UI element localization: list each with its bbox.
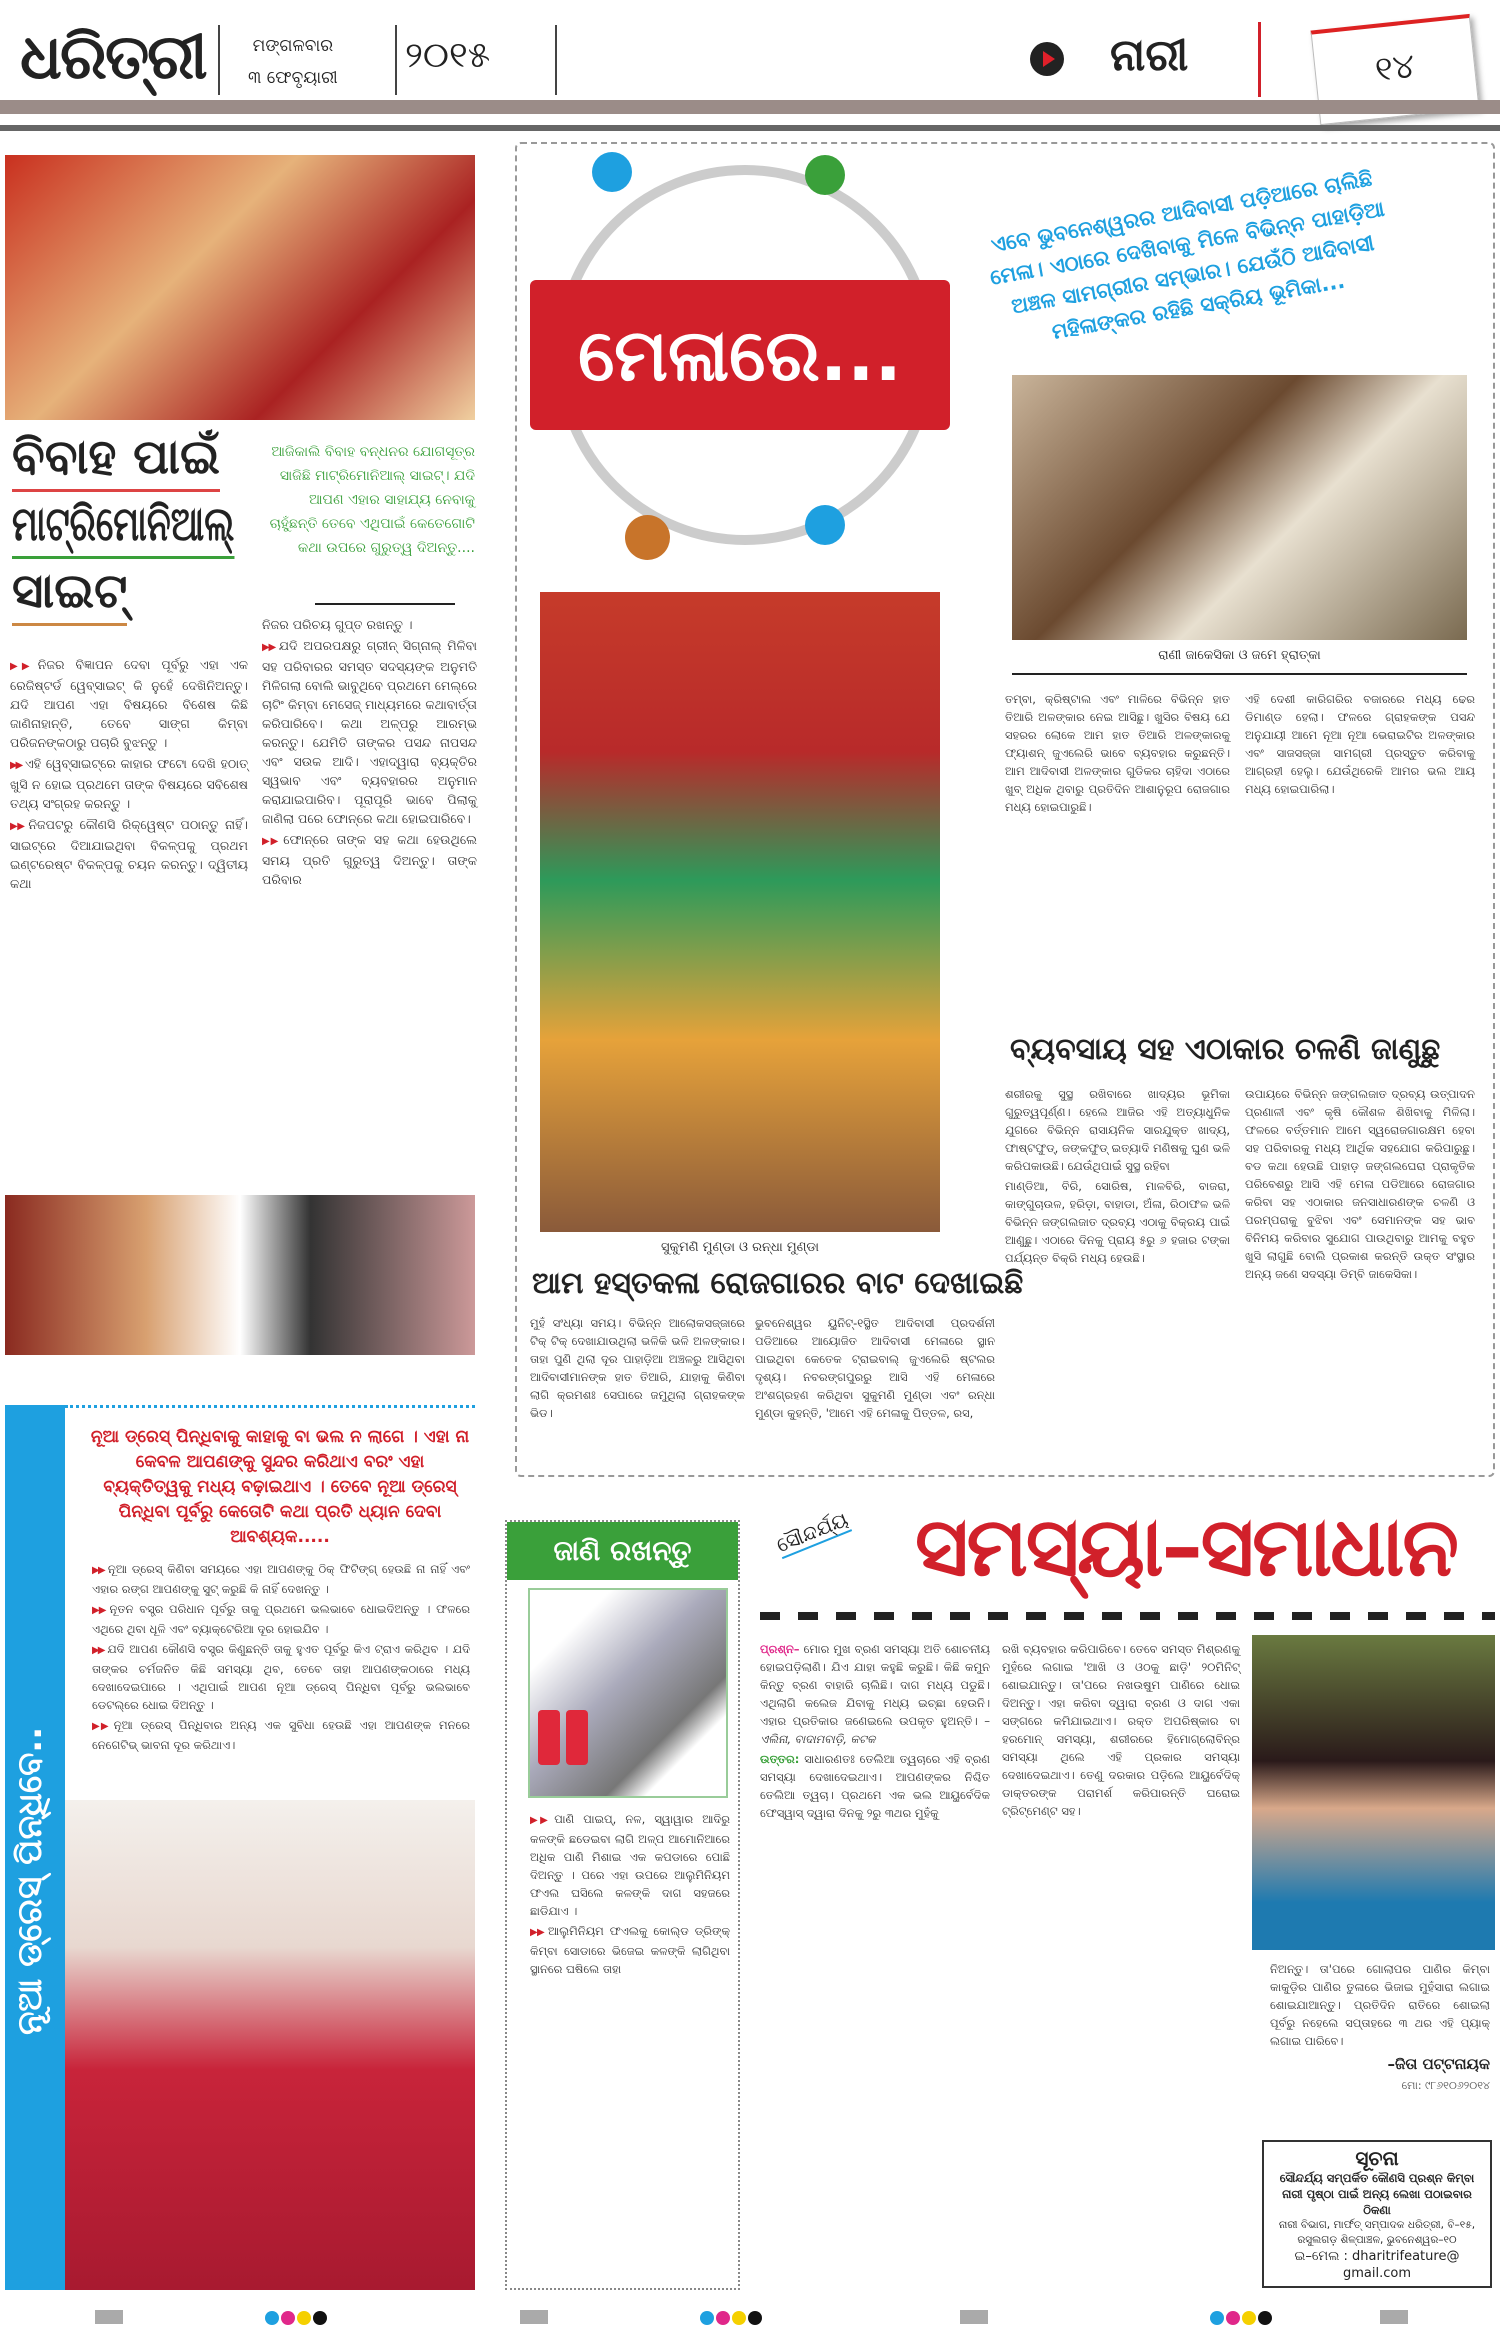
tips-list [530,1810,730,1980]
tip: ▶▶ ନୂଆ ଡ୍ରେସ୍ କିଣିବା ସମୟରେ ଏହା ଆପଣଙ୍କୁ ଠିକ୍ ଫିଟିଙ୍ଗ୍ ହେଉଛି ନା ନାହିଁ ଏବଂ ଏହାର ରଙ୍ଗ ଆପଣଙ୍କୁ ସୁଟ୍ କରୁଛି କି ନାହିଁ ଦେଖନ୍ତୁ । [92,1560,470,1598]
answer: ରଖି ବ୍ୟବହାର କରିପାରିବେ। ତେବେ ସମସ୍ତ ମିଶ୍ରଣକୁ ମୁହଁରେ ଲଗାଇ 'ଆଖି ଓ ଓଠକୁ ଛାଡ଼ି' ୨୦ମିନିଟ୍ ଶୋଇଯାନ୍ତୁ। ତା'ପରେ ନଖଉଷୁମ ପାଣିରେ ଧୋଇ ଦିଅନ୍ତୁ। ଏହା କରିବା ଦ୍ୱାରା ବ୍ରଣ ଓ ଦାଗ ଏକା ସଙ୍ଗରେ କମିଯାଇଥାଏ। ରକ୍ତ ଅପରିଷ୍କାର ବା ହରମୋନ୍ ସମସ୍ୟା, ଶରୀରରେ ହିମୋଗ୍ଲୋବିନ୍‌ର ସମସ୍ୟା ଥିଲେ ଏହି ପ୍ରକାର ସମସ୍ୟା ଦେଖାଦେଇଥାଏ। ତେଣୁ ଦରକାର ପଡ଼ିଲେ ଆୟୁର୍ବେଦିକ୍ ଡାକ୍ତରଙ୍କ ପରାମର୍ଶ କରିପାରନ୍ତି ଘରୋଇ ଟ୍ରିଟ୍‌ମେଣ୍ଟ ସହ। [1002,1642,1240,1818]
mela-body-col [1245,690,1475,800]
mela-body-col [530,1314,745,1424]
headline-line: ବିବାହ ପାଇଁ [12,425,220,492]
foil-photo [528,1588,728,1798]
print-mark [95,2310,123,2324]
wavy-rule [65,1405,475,1408]
paragraph: ତମ୍ବା, କ୍ରିଷ୍ଟାଲ ଏବଂ ମାଳିରେ ବିଭିନ୍ନ ହାତ ତିଆରି ଅଳଙ୍କାର ନେଇ ଆସିଛୁ। ଖୁସିର ବିଷୟ ଯେ ସହରର ଲୋକେ ଆମ ହାତ ତିଆରି ଅଳଙ୍କାରକୁ ଫ୍ୟାଶନ୍ ଜୁଏଲେରି ଭାବେ ବ୍ୟବହାର କରୁଛନ୍ତି। ଆମ ଆଦିବାସୀ ଅଳଙ୍କାର ଗୁଡିକର ଚାହିଦା ଏଠାରେ ଖୁବ୍ ଅଧିକ ଥିବାରୁ ପ୍ରତିଦିନ ଆଶାନୁରୂପ ରୋଜଗାର ମଧ୍ୟ ହୋଇପାରୁଛି। [1005,692,1230,814]
print-mark [1380,2310,1408,2324]
masthead-logo: ଧରିତ୍ରୀ [20,20,206,93]
page-number: ୧୪ [1310,14,1479,125]
tip: ▶▶ ଯଦି ଆପଣ କୌଣସି ବସ୍ତ୍ର କିଣୁଛନ୍ତି ତାକୁ ହୁଏତ ପୂର୍ବରୁ କିଏ ଟ୍ରାଏ କରିଥିବ । ଯଦି ତାଙ୍କର ଚର୍ମଜନିତ କିଛି ସମସ୍ୟା ଥିବ, ତେବେ ତାହା ଆପଣଙ୍କଠାରେ ମଧ୍ୟ ଦେଖାଦେଇପାରେ । ଏଥିପାଇଁ ଆପଣ ନୂଆ ଡ୍ରେସ୍ ପିନ୍ଧିବା ପୂର୍ବରୁ ଭଲଭାବେ ଡେଟଲ୍‌ରେ ଧୋଇ ଦିଅନ୍ତୁ । [92,1640,470,1714]
mela-body-col [1245,1085,1475,1285]
tip: ▶▶ ଫୋନ୍‌ରେ ତାଙ୍କ ସହ କଥା ହେଉଥିଲେ ସମୟ ପ୍ରତି ଗୁରୁତ୍ୱ ଦିଅନ୍ତୁ। ତାଙ୍କ ପରିବାର [262,830,477,889]
divider [555,25,557,95]
mela-body-col [1005,1085,1230,1269]
decor-dot [805,505,845,545]
divider [218,25,220,95]
qa-title: ସମସ୍ୟା–ସମାଧାନ [915,1500,1457,1595]
mela-headline: ଆମ ହସ୍ତକଳା ରୋଜଗାରର ବାଟ ଦେଖାଇଛି [532,1266,1024,1301]
cylinder [538,1710,560,1765]
dress-intro: ନୂଆ ଡ୍ରେସ୍ ପିନ୍ଧିବାକୁ କାହାକୁ ବା ଭଲ ନ ଲାଗେ । ଏହା ନା କେବଳ ଆପଣଙ୍କୁ ସୁନ୍ଦର କରିଥାଏ ବରଂ ଏହା ବ୍ୟକ୍ତିତ୍ୱକୁ ମଧ୍ୟ ବଢ଼ାଇଥାଏ । ତେବେ ନୂଆ ଡ୍ରେସ୍ ପିନ୍ଧିବା ପୂର୍ବରୁ କେତୋଟି କଥା ପ୍ରତି ଧ୍ୟାନ ଦେବା ଆବଶ୍ୟକ..... [90,1427,470,1547]
vendors-photo [1012,375,1467,640]
headline-line: ସାଇଟ୍ [12,559,127,626]
tip: ▶▶ ଏହି ୱେବ୍‌ସାଇଟ୍‌ରେ କାହାର ଫଟୋ ଦେଖି ହଠାତ୍ ଖୁସି ନ ହୋଇ ପ୍ରଥମେ ତାଙ୍କ ବିଷୟରେ ସବିଶେଷ ତଥ୍ୟ ସଂଗ୍ରହ କରନ୍ତୁ । [10,754,248,813]
tip: ▶▶ ନିଜପଟରୁ କୌଣସି ରିକ୍ୱେଷ୍ଟ ପଠାନ୍ତୁ ନାହିଁ। ସାଇଟ୍‌ରେ ଦିଆଯାଇଥିବା ବିକଳ୍ପକୁ ପ୍ରଥମ ଇଣ୍ଟରେଷ୍ଟ ବିକଳ୍ପକୁ ଚୟନ କରନ୍ତୁ। ଦ୍ୱିତୀୟ କଥା [10,815,248,893]
qa-col1 [760,1640,990,1824]
tip: ନିଜର ପରିଚୟ ଗୁପ୍ତ ରଖନ୍ତୁ । [262,617,413,632]
divider [1012,673,1467,675]
tip: ▶▶ ନୂଆ ଡ୍ରେସ୍ ପିନ୍ଧିବାର ଅନ୍ୟ ଏକ ସୁବିଧା ହେଉଛି ଏହା ଆପଣଙ୍କ ମନରେ ନେଗେଟିଭ୍ ଭାବନା ଦୂର କରିଥାଏ। [92,1716,470,1754]
date: ୩ ଫେବୃୟାରୀ [248,68,338,88]
mela-body-col [755,1314,995,1424]
decor-dot [805,155,845,195]
author-name: –ଜିତା ପଟ୍ଟନାୟକ [1387,2055,1490,2073]
paragraph: ମୁହଁ ସଂଧ୍ୟା ସମୟ। ବିଭିନ୍ନ ଆଲୋକସଜ୍ଜାରେ ଟିକ୍ ଟିକ୍ ଦେଖାଯାଉଥିଲା ଭଳିକି ଭଳି ଅଳଙ୍କାର। ତାହା ପୁଣି ଥିଲା ଦୂର ପାହାଡ଼ିଆ ଅଞ୍ଚଳରୁ ଆସିଥିବା ଆଦିବାସୀମାନଙ୍କ ହାତ ତିଆରି, ଯାହାକୁ କିଣିବା ଲାଗି କ୍ରମଶଃ ସେପାରେ ଜମୁଥିଲା ଗ୍ରାହକଙ୍କ ଭିଡ। [530,1316,745,1420]
color-registration-dots [265,2310,329,2329]
divider [1258,22,1261,97]
day: ମଙ୍ଗଳବାର [252,36,334,56]
answer: ସାଧାରଣତଃ ତେଲିଆ ତ୍ୱଚାରେ ଏହି ବ୍ରଣ ସମସ୍ୟା ଦେଖାଦେଇଥାଏ। ଆପଣଙ୍କର ନିଶ୍ଚିତ ତେଲିଆ ତ୍ୱଚା। ପ୍ରଥମେ ଏକ ଭଲ ଆୟୁର୍ବେଦିକ ଫେସ୍‌ୱାସ୍ ଦ୍ୱାରା ଦିନକୁ ୨ରୁ ୩ଥର ମୁହଁକୁ [760,1752,990,1820]
print-mark [520,2310,548,2324]
tip: ▶▶ ନୂତନ ବସ୍ତ୍ର ପରିଧାନ ପୂର୍ବରୁ ତାକୁ ପ୍ରଥମେ ଭଲଭାବେ ଧୋଇଦିଅନ୍ତୁ । ଫଳରେ ଏଥିରେ ଥିବା ଧୂଳି ଏବଂ ବ୍ୟାକ୍ଟେରିଆ ଦୂର ହୋଇଯିବ । [92,1600,470,1638]
tips-title: ଜାଣି ରଖନ୍ତୁ [507,1522,738,1580]
tip: ▶▶ ଯଦି ଅପରପକ୍ଷରୁ ଗ୍ରୀନ୍ ସିଗ୍ନାଲ୍ ମିଳିବା ସହ ପରିବାରର ସମସ୍ତ ସଦସ୍ୟଙ୍କ ଅନୁମତି ମିଳିଗଲା ବୋଲି ଭାବୁଥିବେ ପ୍ରଥମେ ମେଲ୍‌ରେ ଚାଟିଂ କିମ୍ବା ମେସେଜ୍ ମାଧ୍ୟମରେ କଥାବାର୍ତ୍ତା କରିପାରିବେ। କଥା ଅଳ୍ପରୁ ଆରମ୍ଭ କରନ୍ତୁ। ଯେମିତି ତାଙ୍କର ପସନ୍ଦ ନାପସନ୍ଦ ଏବଂ ସଉକ ଆଦି। ଏହାଦ୍ୱାରା ବ୍ୟକ୍ତିର ସ୍ୱଭାବ ଏବଂ ବ୍ୟବହାରର ଅନୁମାନ କରାଯାଇପାରିବ। ପୂରାପୂରି ଭାବେ ପିଲାକୁ ଜାଣିଲା ପରେ ଫୋନ୍‌ରେ କଥା ହୋଇପାରିବେ। [262,636,477,828]
divider [315,603,455,605]
mela-title: ମେଳାରେ... [530,280,950,430]
issue-year: ୨୦୧୫ [405,35,491,76]
mela-body-col [1005,690,1230,818]
paragraph: ଏହି ଦେଶୀ କାରିଗରିର ବଜାରରେ ମଧ୍ୟ ଢେର ଡିମାଣ୍ଡ ହେଲା। ଫଳରେ ଗ୍ରାହକଙ୍କ ପସନ୍ଦ ଅନୁଯାୟୀ ଆମେ ନୂଆ ନୂଆ ଭେରାଇଟିର ଅଳଙ୍କାର ଏବଂ ସାଜସଜ୍ଜା ସାମଗ୍ରୀ ପ୍ରସ୍ତୁତ କରିବାକୁ ଆଗ୍ରହୀ ହେଲୁ। ଯେଉଁଥିରେକି ଆମର ଭଲ ଆୟ ମଧ୍ୟ ହୋଇପାରିଲା। [1245,692,1475,796]
author-photo [1252,1635,1495,1950]
author-phone: ମୋ: ୯୮୬୧୦୬୨୦୧୪ [1401,2079,1490,2092]
notice-address: ନାରୀ ବିଭାଗ, ମାର୍ଫତ୍ ସମ୍ପାଦକ ଧରିତ୍ରୀ, ବି–୧୫, ରସୁଲଗଡ଼ ଶିଳ୍ପାଞ୍ଚଳ, ଭୁବନେଶ୍ୱର–୧୦ [1278,2219,1476,2246]
qa-closing: ନିଅନ୍ତୁ। ତା'ପରେ ଗୋଲାପର ପାଣିର କିମ୍ବା କାକୁଡ଼ିର ପାଣିର ତୁଳାରେ ଭିଜାଇ ମୁହଁସାରା ଲଗାଇ ଶୋଇଯାଆନ୍ତୁ। ପ୍ରତିଦିନ ରାତିରେ ଶୋଇଲା ପୂର୍ବରୁ ନହେଲେ ସପ୍ତାହରେ ୩ ଥର ଏହି ପ୍ୟାକ୍ ଲଗାଇ ପାରିବେ। [1270,1962,1490,2048]
dashed-rule [760,1612,1495,1620]
matrimonial-intro: ଆଜିକାଲି ବିବାହ ବନ୍ଧନର ଯୋଗସୂତ୍ର ସାଜିଛି ମାଟ୍ରିମୋନିଆଲ୍ ସାଇଟ୍। ଯଦି ଆପଣ ଏହାର ସାହାଯ୍ୟ ନେବାକୁ ଚାହୁଁଛନ୍ତି ତେବେ ଏଥିପାଇଁ କେତେଗୋଟି କଥା ଉପରେ ଗୁରୁତ୍ୱ ଦିଅନ୍ତୁ.... [269,444,475,556]
section-title: ନାରୀ [1110,30,1189,81]
matrimonial-col2 [262,615,477,891]
photo-caption: ସୁକୁମଣି ମୁଣ୍ଡା ଓ ରନ୍ଧା ମୁଣ୍ଡା [661,1240,819,1255]
issue-date [248,30,338,94]
qa-col2 [1002,1640,1240,1822]
paragraph: ଭୁବନେଶ୍ୱର ୟୁନିଟ୍-୧ସ୍ଥିତ ଆଦିବାସୀ ପ୍ରଦର୍ଶନୀ ପଡିଆରେ ଆୟୋଜିତ ଆଦିବାସୀ ମେଳାରେ ସ୍ଥାନ ପାଇଥିବା କେତେକ ଟ୍ରାଇବାଲ୍ ଜୁଏଲେରି ଷ୍ଟଲର ଦୃଶ୍ୟ। ନବରଙ୍ଗପୁରରୁ ଆସି ଏହି ମେଳାରେ ଅଂଶଗ୍ରହଣ କରିଥିବା ସୁକୁମଣି ମୁଣ୍ଡା ଏବଂ ରନ୍ଧା ମୁଣ୍ଡା କୁହନ୍ତି, 'ଆମେ ଏହି ମେଳାକୁ ପିତ୍ତଳ, ରସ, [755,1316,995,1420]
decor-dot [625,515,670,560]
question: ମୋର ମୁଖ ବ୍ରଣ ସମସ୍ୟା ଅତି ଶୋଚନୀୟ ହୋଇପଡ଼ିଲାଣି। ଯିଏ ଯାହା କହୁଛି କରୁଛି। କିଛି କମୁନ କିନ୍ତୁ ବ୍ରଣ ବାହାରି ଚାଲିଛି। ଦାଗ ମଧ୍ୟ ପଡୁଛି। ଏଥିଲାଗି କଲେଜ ଯିବାକୁ ମଧ୍ୟ ଇଚ୍ଛା ହେଉନି। ଏହାର ପ୍ରତିକାର ଜଣେଇଲେ ଉପକୃତ ହୁଅନ୍ତି। [760,1642,991,1728]
matrimonial-headline [12,425,257,626]
mela-intro: ଏବେ ଭୁବନେଶ୍ୱରର ଆଦିବାସୀ ପଡ଼ିଆରେ ଚାଲିଛି ମେଳା। ଏଠାରେ ଦେଖିବାକୁ ମିଳେ ବିଭିନ୍ନ ପାହାଡ଼ିଆ ଅଞ୍ଚଳ ସାମଗ୍ରୀର ସମ୍ଭାର। ଯେଉଁଠି ଆଦିବାସୀ ମହିଳାଙ୍କର ରହିଛି ସକ୍ରିୟ ଭୂମିକା... [988,166,1387,344]
headline-line: ମାଟ୍ରିମୋନିଆଲ୍ [12,492,234,559]
notice-lead: ସୌନ୍ଦର୍ଯ୍ୟ ସମ୍ପର୍କିତ କୌଣସି ପ୍ରଶ୍ନ କିମ୍ବା ନାରୀ ପୃଷ୍ଠା ପାଇଁ ଅନ୍ୟ ଲେଖା ପଠାଇବାର ଠିକଣା [1279,2171,1475,2217]
paragraph: ଶରୀରକୁ ସୁସ୍ଥ ରଖିବାରେ ଖାଦ୍ୟର ଭୂମିକା ଗୁରୁତ୍ୱପୂର୍ଣ୍ଣ। ହେଲେ ଆଜିର ଏହି ଅତ୍ୟାଧୁନିକ ଯୁଗରେ ବିଭିନ୍ନ ରାସାୟନିକ ସାରଯୁକ୍ତ ଖାଦ୍ୟ, ଫାଷ୍ଟଫୁଡ୍, ଜଙ୍କଫୁଡ୍ ଇତ୍ୟାଦି ମଣିଷକୁ ଘୁଣ ଭଳି କରିପକାଉଛି। ଯେଉଁଥିପାଇଁ ସୁସ୍ଥ ରହିବା [1005,1087,1230,1173]
header-bar [0,100,1500,114]
divider [395,25,397,95]
notice-title: ସୂଚନା [1355,2146,1399,2170]
print-mark [960,2310,988,2324]
color-registration-dots [700,2310,764,2329]
question-author: –ଏଲିନା, ବାଦାମବାଡ଼ି, କଟକ [760,1714,991,1746]
header-rule [0,125,1500,131]
decor-dot [592,152,632,192]
tip: ▶▶ ନିଜର ବିଜ୍ଞାପନ ଦେବା ପୂର୍ବରୁ ଏହା ଏକ ରେଜିଷ୍ଟର୍ଡ ୱେବ୍‌ସାଇଟ୍ କି ନୁହେଁ ଦେଖିନିଅନ୍ତୁ। ଯଦି ଆପଣ ଏହା ବିଷୟରେ ବିଶେଷ କିଛି ଜାଣିନାହାନ୍ତି, ତେବେ ସାଙ୍ଗ କିମ୍ବା ପରିଜନଙ୍କଠାରୁ ପଚାରି ବୁଝନ୍ତୁ । [10,655,248,752]
tip: ▶▶ ପାଣି ପାଇପ୍, ନଳ, ସ୍ୱାୱାର ଆଦିରୁ କଳଙ୍କି ଛଡେଇବା ଲାଗି ଅଳ୍ପ ଆମୋନିଆରେ ଅଧିକ ପାଣି ମିଶାଇ ଏକ କପଡାରେ ପୋଛି ଦିଅନ୍ତୁ । ପରେ ଏହା ଉପରେ ଆଲୁମିନିୟମ ଫଏଲ ଘସିଲେ କଳଙ୍କି ଦାଗ ସହଜରେ ଛାଡିଯାଏ । [530,1810,730,1920]
qa-closing-block [1270,1960,1490,2093]
matrimonial-col1 [10,655,248,895]
dress-side-title: ନୂଆ ଡ୍ରେସ୍ ପିନ୍ଧିବେ.. [10,1726,50,2035]
play-bullet-icon [1030,42,1064,76]
artisans-photo [540,592,940,1232]
photo-caption: ରାଣୀ ଜାକେସିକା ଓ ଜମେ ହ୍ରାତ୍କା [1158,648,1321,663]
tip: ▶▶ ଆଲୁମିନିୟମ ଫଏଲକୁ କୋଲ୍ଡ ଡ୍ରିଙ୍କ୍ କିମ୍ବା ସୋଡାରେ ଭିଜେଇ କଳଙ୍କି ଲାଗିଥିବା ସ୍ଥାନରେ ଘଷିଲେ ତାହା [530,1922,730,1978]
dress-model-photo [65,1800,475,2290]
paragraph: ମାଣ୍ଡିଆ, ବିରି, ସୋରିଷ, ମାଳବିରି, ବାଜରା, କାଙ୍ଗୁଚାଉଳ, ହରିଡ଼ା, ବାହାଡା, ଅଁଳା, ରିଠାଫଳ ଭଳି ବିଭିନ୍ନ ଜଙ୍ଗଲଜାତ ଦ୍ରବ୍ୟ ଏଠାକୁ ବିକ୍ରୟ ପାଇଁ ଆଣୁଛୁ। ଏଠାରେ ଦିନକୁ ପ୍ରାୟ ୫ରୁ ୬ ହଜାର ଟଙ୍କା ପର୍ଯ୍ୟନ୍ତ ବିକ୍ରି ମଧ୍ୟ ହେଉଛି। [1005,1179,1230,1265]
answer-label: ଉତ୍ତର: [760,1752,800,1766]
business-headline: ବ୍ୟବସାୟ ସହ ଏଠାକାର ଚଳଣି ଜାଣୁଛୁ [1010,1032,1441,1067]
color-registration-dots [1210,2310,1274,2329]
notice-email[interactable]: ଇ–ମେଲ : dharitrifeature@ gmail.com [1294,2249,1460,2281]
wedding-hands-photo [5,155,475,420]
couple-photo-strip [5,1195,475,1355]
paragraph: ଉପାୟରେ ବିଭିନ୍ନ ଜଙ୍ଗଲଜାତ ଦ୍ରବ୍ୟ ଉତ୍ପାଦନ ପ୍ରଣାଳୀ ଏବଂ କୃଷି କୌଶଳ ଶିଖିବାକୁ ମିଳିଲା। ଫଳରେ ବର୍ତ୍ତମାନ ଆମେ ସ୍ୱରୋଜଗାରକ୍ଷମ ହେବା ସହ ପରିବାରକୁ ମଧ୍ୟ ଆର୍ଥିକ ସହଯୋଗ କରିପାରୁଛୁ। ବଡ କଥା ହେଉଛି ପାହାଡ଼ ଜଙ୍ଗଲଘେରା ପ୍ରାକୃତିକ ପରିବେଶରୁ ଆସି ଏହି ମେଳା ପଡିଆରେ ରୋଜଗାର କରିବା ସହ ଏଠାକାର ଜନସାଧାରଣଙ୍କ ଚଳଣି ଓ ପରମ୍ପରାକୁ ବୁଝିବା ଏବଂ ସେମାନଙ୍କ ସହ ଭାବ ବିନିମୟ କରିବାର ସୁଯୋଗ ପାଉଥିବାରୁ ଆମକୁ ବହୁତ ଖୁସି ଲାଗୁଛି ବୋଲି ପ୍ରକାଶ କରନ୍ତି ଉକ୍ତ ସଂସ୍ଥାର ଅନ୍ୟ ଜଣେ ସଦସ୍ୟା ଡିମ୍ବି ଜାକେସିକା। [1245,1087,1475,1281]
beauty-kicker: ସୌନ୍ଦର୍ଯ୍ୟ [772,1506,852,1558]
question-label: ପ୍ରଶ୍ନ– [760,1642,800,1656]
dress-tips [92,1560,470,1756]
notice-box [1262,2140,1492,2288]
cylinder [566,1710,588,1765]
